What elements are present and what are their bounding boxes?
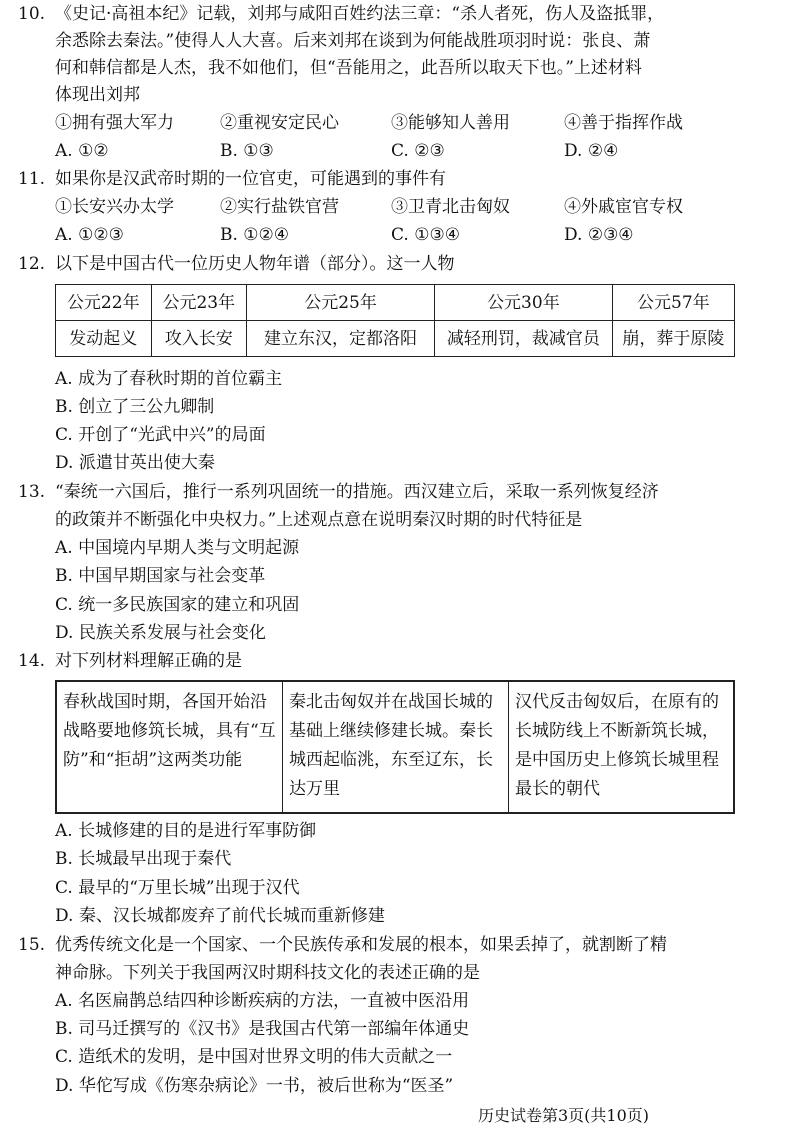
- statement-items: [55, 112, 755, 134]
- question-stem-line: 优秀传统文化是一个国家、一个民族传承和发展的根本，如果丢掉了，就割断了精: [55, 935, 667, 955]
- statement-item: ④外戚宦官专权: [564, 197, 683, 217]
- option-a: A. 中国境内早期人类与文明起源: [55, 538, 300, 558]
- table-row: [56, 321, 735, 357]
- option-b: B. 创立了三公九卿制: [55, 397, 215, 417]
- question-number: 13.: [18, 482, 46, 502]
- statement-items: [55, 196, 755, 218]
- option-b: B. 长城最早出现于秦代: [55, 849, 232, 869]
- question-stem-line: 何和韩信都是人杰，我不如他们，但“吾能用之，此吾所以取天下也。”上述材料: [55, 58, 642, 78]
- option-b: B. ①②④: [220, 225, 290, 245]
- page-footer: 历史试卷第3页(共10页): [478, 1106, 650, 1125]
- option-d: D. 派遣甘英出使大秦: [55, 453, 215, 473]
- question-stem-line: 体现出刘邦: [55, 85, 140, 105]
- table-cell: 崩，葬于原陵: [612, 321, 734, 357]
- statement-item: ④善于指挥作战: [564, 113, 683, 133]
- question-stem-line: “秦统一六国后，推行一系列巩固统一的措施。西汉建立后，采取一系列恢复经济: [55, 482, 659, 502]
- option-c: C. 造纸术的发明，是中国对世界文明的伟大贡献之一: [55, 1047, 453, 1067]
- question-stem-line: 余悉除去秦法。”使得人人大喜。后来刘邦在谈到为何能战胜项羽时说：张良、萧: [55, 31, 651, 51]
- answer-options: [55, 140, 755, 162]
- question-number: 11.: [18, 169, 46, 189]
- option-b: B. ①③: [220, 141, 274, 161]
- table-cell: 发动起义: [56, 321, 152, 357]
- chronology-table: [55, 284, 735, 357]
- option-c: C. 统一多民族国家的建立和巩固: [55, 595, 300, 615]
- material-cell: 秦北击匈奴并在战国长城的基础上继续修建长城。秦长城西起临洮，东至辽东，长达万里: [282, 682, 508, 812]
- material-cell: 春秋战国时期，各国开始沿战略要地修筑长城，具有“互防”和“拒胡”这两类功能: [63, 692, 276, 770]
- option-a: A. ①②③: [55, 225, 124, 245]
- option-a: A. 名医扁鹊总结四种诊断疾病的方法，一直被中医沿用: [55, 991, 470, 1011]
- question-stem-line: 对下列材料理解正确的是: [55, 651, 242, 671]
- question-stem-line: 《史记·高祖本纪》记载，刘邦与咸阳百姓约法三章：“杀人者死，伤人及盗抵罪，: [55, 4, 665, 24]
- option-c: C. ①③④: [391, 225, 460, 245]
- statement-item: ①长安兴办太学: [55, 197, 174, 217]
- table-cell: 公元22年: [56, 285, 152, 321]
- question-number: 15.: [18, 935, 46, 955]
- option-b: B. 中国早期国家与社会变革: [55, 566, 266, 586]
- table-cell: 攻入长安: [151, 321, 247, 357]
- question-number: 12.: [18, 254, 46, 274]
- statement-item: ①拥有强大军力: [55, 113, 174, 133]
- option-d: D. ②④: [564, 141, 619, 161]
- question-stem-line: 的政策并不断强化中央权力。”上述观点意在说明秦汉时期的时代特征是: [55, 510, 583, 530]
- question-stem-line: 如果你是汉武帝时期的一位官吏，可能遇到的事件有: [55, 169, 446, 189]
- statement-item: ②重视安定民心: [220, 113, 339, 133]
- answer-options: [55, 224, 755, 246]
- statement-item: ③卫青北击匈奴: [391, 197, 510, 217]
- option-d: D. 华佗写成《伤寒杂病论》一书，被后世称为“医圣”: [55, 1076, 454, 1096]
- option-a: A. 长城修建的目的是进行军事防御: [55, 821, 317, 841]
- question-number: 14.: [18, 651, 46, 671]
- statement-item: ②实行盐铁官营: [220, 197, 339, 217]
- option-a: A. ①②: [55, 141, 109, 161]
- option-b: B. 司马迁撰写的《汉书》是我国古代第一部编年体通史: [55, 1019, 470, 1039]
- option-a: A. 成为了春秋时期的首位霸主: [55, 369, 283, 389]
- question-stem-line: 以下是中国古代一位历史人物年谱（部分）。这一人物: [55, 254, 455, 274]
- table-cell: 公元30年: [435, 285, 613, 321]
- table-cell: 公元23年: [151, 285, 247, 321]
- question-number: 10.: [18, 4, 46, 24]
- option-d: D. 民族关系发展与社会变化: [55, 623, 266, 643]
- material-cell: 汉代反击匈奴后，在原有的长城防线上不断新筑长城，是中国历史上修筑长城里程最长的朝代: [508, 682, 733, 812]
- table-cell: 公元57年: [612, 285, 734, 321]
- table-row: [56, 285, 735, 321]
- table-cell: 减轻刑罚，裁减官员: [435, 321, 613, 357]
- table-cell: 公元25年: [247, 285, 435, 321]
- option-c: C. ②③: [391, 141, 445, 161]
- option-c: C. 开创了“光武中兴”的局面: [55, 425, 266, 445]
- option-d: D. ②③④: [564, 225, 634, 245]
- option-c: C. 最早的“万里长城”出现于汉代: [55, 878, 300, 898]
- material-table: [55, 680, 735, 814]
- option-d: D. 秦、汉长城都废弃了前代长城而重新修建: [55, 906, 385, 926]
- question-stem-line: 神命脉。下列关于我国两汉时期科技文化的表述正确的是: [55, 963, 480, 983]
- table-cell: 建立东汉，定都洛阳: [247, 321, 435, 357]
- statement-item: ③能够知人善用: [391, 113, 510, 133]
